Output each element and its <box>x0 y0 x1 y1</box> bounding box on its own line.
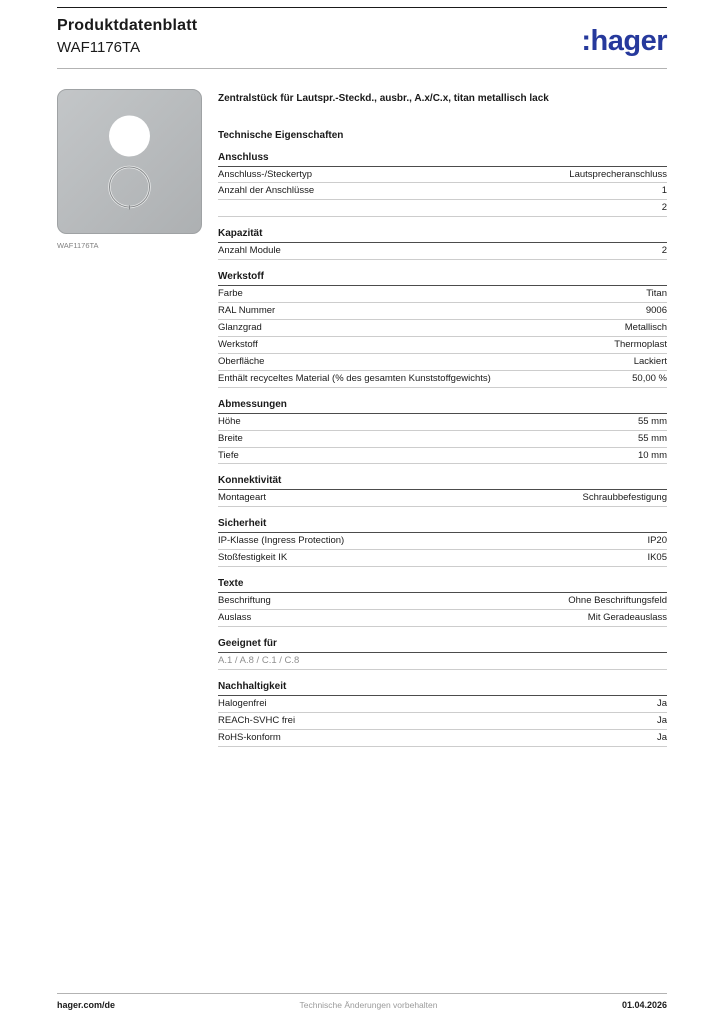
page-header <box>57 17 667 56</box>
spec-value: Ja <box>656 714 667 726</box>
spec-row <box>218 696 667 713</box>
spec-row <box>218 320 667 337</box>
spec-value: 9006 <box>645 305 667 317</box>
header-titles <box>57 17 197 56</box>
spec-label: Enthält recyceltes Material (% des gesamten Kunststoffgewichts) <box>218 372 491 384</box>
spec-row <box>218 448 667 465</box>
product-image <box>57 89 202 234</box>
spec-label: A.1 / A.8 / C.1 / C.8 <box>218 655 300 667</box>
section-nachhaltigkeit <box>218 681 667 747</box>
spec-value: Ja <box>656 731 667 743</box>
spec-value: 55 mm <box>637 415 667 427</box>
spec-row <box>218 354 667 371</box>
section-title: Geeignet für <box>218 638 667 653</box>
spec-row <box>218 243 667 260</box>
section-sicherheit <box>218 518 667 567</box>
spec-sections <box>218 152 667 747</box>
spec-value: 2 <box>661 245 667 257</box>
main-content <box>57 89 667 747</box>
spec-row <box>218 303 667 320</box>
spec-value: Ja <box>656 698 667 710</box>
spec-label: Werkstoff <box>218 338 258 350</box>
top-rule <box>57 7 667 8</box>
spec-label: Breite <box>218 432 243 444</box>
spec-row <box>218 286 667 303</box>
doc-type-title: Produktdatenblatt <box>57 17 198 34</box>
spec-value: 50,00 % <box>632 372 667 384</box>
spec-row <box>218 713 667 730</box>
product-image-column <box>57 89 202 747</box>
footer-disclaimer: Technische Änderungen vorbehalten <box>299 1000 438 1010</box>
spec-column <box>218 89 667 747</box>
hager-logo: :hager <box>581 25 667 57</box>
spec-label: Farbe <box>218 288 243 300</box>
footer-website-link[interactable]: hager.com/de <box>57 1000 116 1010</box>
spec-label: REACh-SVHC frei <box>218 714 296 726</box>
spec-value: 55 mm <box>637 432 667 444</box>
spec-value: Ohne Beschriftungsfeld <box>568 595 667 607</box>
section-title: Sicherheit <box>218 518 667 533</box>
spec-label: Montageart <box>218 492 267 504</box>
spec-row <box>218 610 667 627</box>
spec-label: Oberfläche <box>218 355 265 367</box>
section-title: Anschluss <box>218 152 667 167</box>
spec-row <box>218 414 667 431</box>
section-texte <box>218 578 667 627</box>
spec-label: Anzahl Module <box>218 245 281 257</box>
technical-properties-heading: Technische Eigenschaften <box>218 129 344 141</box>
spec-value: Mit Geradeauslass <box>587 612 667 624</box>
spec-value: 1 <box>661 185 667 197</box>
product-code: WAF1176TA <box>57 39 141 56</box>
spec-value: 2 <box>661 202 667 214</box>
spec-label: Tiefe <box>218 449 239 461</box>
spec-value: Metallisch <box>624 322 667 334</box>
product-image-caption: WAF1176TA <box>57 241 99 250</box>
spec-value: Titan <box>646 288 667 300</box>
section-title: Texte <box>218 578 667 593</box>
spec-label: Halogenfrei <box>218 698 267 710</box>
spec-value: 10 mm <box>637 449 667 461</box>
spec-label: Stoßfestigkeit IK <box>218 552 288 564</box>
spec-label: Glanzgrad <box>218 322 262 334</box>
spec-row <box>218 431 667 448</box>
spec-row <box>218 533 667 550</box>
product-title: Zentralstück für Lautspr.-Steckd., ausbr., A.x/C.x, titan metallisch lack <box>218 93 549 104</box>
spec-row <box>218 550 667 567</box>
spec-row <box>218 337 667 354</box>
header-divider <box>57 68 667 69</box>
spec-row <box>218 490 667 507</box>
section-geeignet-f-r <box>218 638 667 670</box>
spec-value: IP20 <box>647 535 667 547</box>
spec-label: RoHS-konform <box>218 731 281 743</box>
spec-row <box>218 593 667 610</box>
spec-label: IP-Klasse (Ingress Protection) <box>218 535 345 547</box>
section-title: Werkstoff <box>218 271 667 286</box>
page-footer <box>57 993 667 1010</box>
section-werkstoff <box>218 271 667 388</box>
product-photo <box>57 89 202 234</box>
spec-row <box>218 730 667 747</box>
spec-row <box>218 200 667 217</box>
spec-value: Thermoplast <box>614 338 667 350</box>
section-title: Nachhaltigkeit <box>218 681 667 696</box>
section-konnektivit-t <box>218 475 667 507</box>
spec-value: Lackiert <box>633 355 667 367</box>
section-kapazit-t <box>218 228 667 260</box>
spec-value: IK05 <box>647 552 667 564</box>
section-anschluss <box>218 152 667 218</box>
spec-value: Lautsprecheranschluss <box>569 168 667 180</box>
spec-label: RAL Nummer <box>218 305 276 317</box>
spec-label: Höhe <box>218 415 241 427</box>
section-title: Kapazität <box>218 228 667 243</box>
spec-row <box>218 167 667 184</box>
footer-date: 01.04.2026 <box>621 1000 667 1010</box>
spec-row <box>218 371 667 388</box>
spec-row <box>218 653 667 670</box>
spec-row <box>218 183 667 200</box>
spec-label: Anschluss-/Steckertyp <box>218 168 312 180</box>
section-title: Konnektivität <box>218 475 667 490</box>
spec-label: Beschriftung <box>218 595 271 607</box>
spec-label: Auslass <box>218 612 252 624</box>
section-title: Abmessungen <box>218 399 667 414</box>
section-abmessungen <box>218 399 667 465</box>
spec-value: Schraubbefestigung <box>582 492 667 504</box>
spec-label: Anzahl der Anschlüsse <box>218 185 315 197</box>
